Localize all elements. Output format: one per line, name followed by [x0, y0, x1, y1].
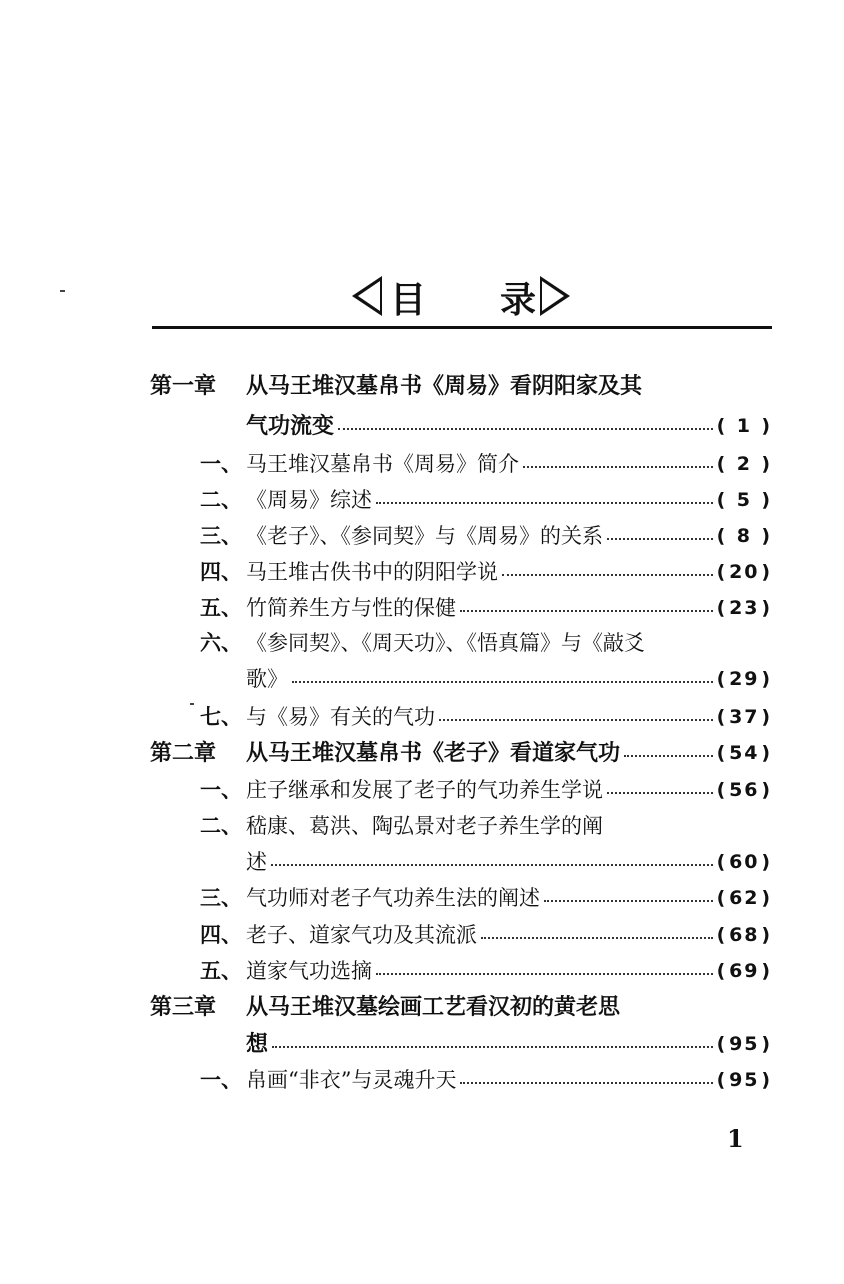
dot-leader	[523, 466, 713, 468]
toc-entry-line	[246, 772, 772, 808]
toc-page-number: 56	[729, 779, 760, 801]
toc-page-ref	[717, 408, 772, 444]
open-paren: (	[716, 415, 728, 437]
toc-entry[interactable]	[150, 1026, 772, 1062]
toc-entry-title: 气功流变	[246, 413, 335, 439]
open-paren: (	[716, 742, 728, 764]
close-paren: )	[761, 415, 772, 437]
close-paren: )	[761, 597, 772, 619]
toc-entry[interactable]	[150, 735, 772, 771]
toc-entry-label: 五、	[200, 958, 242, 983]
toc-page-ref	[717, 953, 772, 989]
dot-leader	[502, 574, 713, 576]
dot-leader	[481, 937, 713, 939]
toc-page-ref	[717, 554, 772, 590]
toc-entry-line	[246, 1026, 772, 1062]
close-paren: )	[761, 924, 772, 946]
close-paren: )	[761, 1033, 772, 1055]
toc-entry-label: 三、	[200, 885, 242, 910]
close-paren: )	[761, 668, 772, 690]
open-paren: (	[716, 706, 728, 728]
toc-entry[interactable]	[150, 368, 772, 404]
toc-entry[interactable]	[150, 844, 772, 880]
toc-entry[interactable]	[150, 1062, 772, 1098]
toc-heading	[352, 272, 572, 322]
toc-page-number: 68	[729, 924, 760, 946]
toc-entry-label: 第二章	[150, 740, 217, 766]
dot-leader	[271, 864, 713, 866]
toc-entry[interactable]	[150, 518, 772, 554]
toc-entry-title: 气功师对老子气功养生法的阐述	[246, 886, 540, 910]
close-paren: )	[761, 851, 772, 873]
page-number: 1	[727, 1124, 744, 1153]
toc-page-ref	[717, 1062, 772, 1098]
toc-entry-title: 嵇康、葛洪、陶弘景对老子养生学的阐	[246, 814, 603, 838]
toc-page-number: 37	[729, 706, 760, 728]
toc-entry-label: 四、	[200, 922, 242, 947]
dot-leader	[292, 681, 713, 683]
left-triangle-icon	[352, 276, 382, 316]
toc-entry-label: 七、	[200, 704, 242, 729]
toc-entry-line	[246, 917, 772, 953]
toc-page-number: 8	[736, 525, 752, 547]
toc-page-ref	[717, 735, 772, 771]
toc-entry-title: 《周易》综述	[246, 488, 372, 512]
toc-page-ref	[717, 661, 772, 697]
toc-entry[interactable]	[150, 625, 772, 661]
toc-entry-label: 第三章	[150, 994, 217, 1020]
dot-leader	[624, 755, 713, 757]
toc-entry-line	[246, 953, 772, 989]
open-paren: (	[716, 779, 728, 801]
open-paren: (	[716, 851, 728, 873]
toc-page-ref	[717, 880, 772, 916]
toc-entry-line	[246, 699, 772, 735]
toc-entry-label: 四、	[200, 559, 242, 584]
toc-entry-title: 竹简养生方与性的保健	[246, 596, 456, 620]
toc-entry-label: 一、	[200, 451, 242, 476]
toc-entry[interactable]	[150, 446, 772, 482]
toc-page-number: 62	[729, 887, 760, 909]
open-paren: (	[716, 668, 728, 690]
open-paren: (	[716, 561, 728, 583]
toc-page-number: 95	[729, 1033, 760, 1055]
toc-page-number: 5	[736, 489, 752, 511]
toc-page-number: 2	[736, 453, 752, 475]
open-paren: (	[716, 887, 728, 909]
dot-leader	[544, 900, 713, 902]
close-paren: )	[761, 525, 772, 547]
toc-page-number: 23	[729, 597, 760, 619]
dot-leader	[338, 428, 713, 430]
toc-entry-label: 第一章	[150, 373, 217, 399]
toc-entry-title: 想	[246, 1031, 269, 1057]
toc-entry[interactable]	[150, 661, 772, 697]
dot-leader	[376, 973, 713, 975]
heading-rule	[152, 326, 772, 329]
close-paren: )	[761, 1069, 772, 1091]
dot-leader	[460, 610, 713, 612]
toc-page-number: 29	[729, 668, 760, 690]
close-paren: )	[761, 489, 772, 511]
toc-page-number: 95	[729, 1069, 760, 1091]
open-paren: (	[716, 597, 728, 619]
toc-entry-line	[246, 1062, 772, 1098]
toc-page-ref	[717, 518, 772, 554]
toc-entry[interactable]	[150, 880, 772, 916]
toc-entry-title: 马王堆汉墓帛书《周易》简介	[246, 452, 519, 476]
open-paren: (	[716, 960, 728, 982]
toc-page-number: 54	[729, 742, 760, 764]
toc-entry[interactable]	[150, 772, 772, 808]
toc-page-ref	[717, 699, 772, 735]
toc-entry-line	[246, 518, 772, 554]
open-paren: (	[716, 924, 728, 946]
close-paren: )	[761, 779, 772, 801]
open-paren: (	[716, 525, 728, 547]
toc-entry-line	[246, 735, 772, 771]
heading-char-right: 录	[500, 280, 537, 321]
dot-leader	[439, 719, 713, 721]
toc-entry-line	[246, 482, 772, 518]
close-paren: )	[761, 887, 772, 909]
toc-entry-title: 从马王堆汉墓帛书《老子》看道家气功	[246, 740, 621, 766]
toc-entry-label: 一、	[200, 1067, 242, 1092]
toc-entry-title: 《参同契》、《周天功》、《悟真篇》与《敲爻	[246, 631, 645, 655]
scan-speck	[60, 290, 65, 292]
close-paren: )	[761, 706, 772, 728]
toc-entry-label: 六、	[200, 630, 242, 655]
dot-leader	[607, 538, 713, 540]
toc-entry-title: 述	[246, 850, 267, 874]
toc-entry-title: 庄子继承和发展了老子的气功养生学说	[246, 778, 603, 802]
close-paren: )	[761, 453, 772, 475]
toc-entry-line	[246, 590, 772, 626]
toc-entry[interactable]	[150, 699, 772, 735]
toc-entry-line	[246, 408, 772, 444]
toc-entry-title: 《老子》、《参同契》与《周易》的关系	[246, 524, 603, 548]
toc-entry-line	[246, 554, 772, 590]
close-paren: )	[761, 960, 772, 982]
toc-entry[interactable]	[150, 989, 772, 1025]
toc-entry[interactable]	[150, 917, 772, 953]
toc-entry-label: 二、	[200, 813, 242, 838]
toc-entry-line	[246, 880, 772, 916]
dot-leader	[376, 502, 713, 504]
toc-entry-title: 道家气功选摘	[246, 959, 372, 983]
toc-entry-title: 帛画“非衣”与灵魂升天	[246, 1068, 457, 1092]
close-paren: )	[761, 561, 772, 583]
toc-entry-title: 与《易》有关的气功	[246, 705, 435, 729]
close-paren: )	[761, 742, 772, 764]
toc-entry-label: 三、	[200, 523, 242, 548]
toc-entry-label: 五、	[200, 595, 242, 620]
open-paren: (	[716, 1033, 728, 1055]
toc-page-number: 60	[729, 851, 760, 873]
open-paren: (	[716, 489, 728, 511]
toc-entry[interactable]	[150, 808, 772, 844]
toc-entry-title: 歌》	[246, 667, 288, 691]
toc-entry-label: 二、	[200, 487, 242, 512]
toc-entry-title: 马王堆古佚书中的阴阳学说	[246, 560, 498, 584]
toc-entry-title: 从马王堆汉墓帛书《周易》看阴阳家及其	[246, 373, 643, 399]
toc-page-ref	[717, 1026, 772, 1062]
right-triangle-icon	[540, 276, 570, 316]
toc-page-ref	[717, 844, 772, 880]
toc-entry-line	[246, 661, 772, 697]
toc-entry-title: 老子、道家气功及其流派	[246, 923, 477, 947]
toc-entry-line	[246, 446, 772, 482]
toc-entry-label: 一、	[200, 777, 242, 802]
open-paren: (	[716, 453, 728, 475]
toc-entry[interactable]	[150, 590, 772, 626]
toc-page-ref	[717, 446, 772, 482]
toc-page-ref	[717, 482, 772, 518]
toc-page-number: 1	[736, 415, 752, 437]
dot-leader	[607, 792, 713, 794]
dot-leader	[272, 1046, 713, 1048]
toc-page-number: 69	[729, 960, 760, 982]
heading-char-left: 目	[390, 280, 427, 321]
open-paren: (	[716, 1069, 728, 1091]
toc-entry[interactable]	[150, 408, 772, 444]
dot-leader	[460, 1082, 712, 1084]
toc-page-ref	[717, 590, 772, 626]
toc-entry[interactable]	[150, 554, 772, 590]
toc-page-number: 20	[729, 561, 760, 583]
toc-page-ref	[717, 917, 772, 953]
toc-entry-line	[246, 844, 772, 880]
toc-entry-title: 从马王堆汉墓绘画工艺看汉初的黄老思	[246, 994, 621, 1020]
toc-entry[interactable]	[150, 953, 772, 989]
toc-entry[interactable]	[150, 482, 772, 518]
toc-page-ref	[717, 772, 772, 808]
